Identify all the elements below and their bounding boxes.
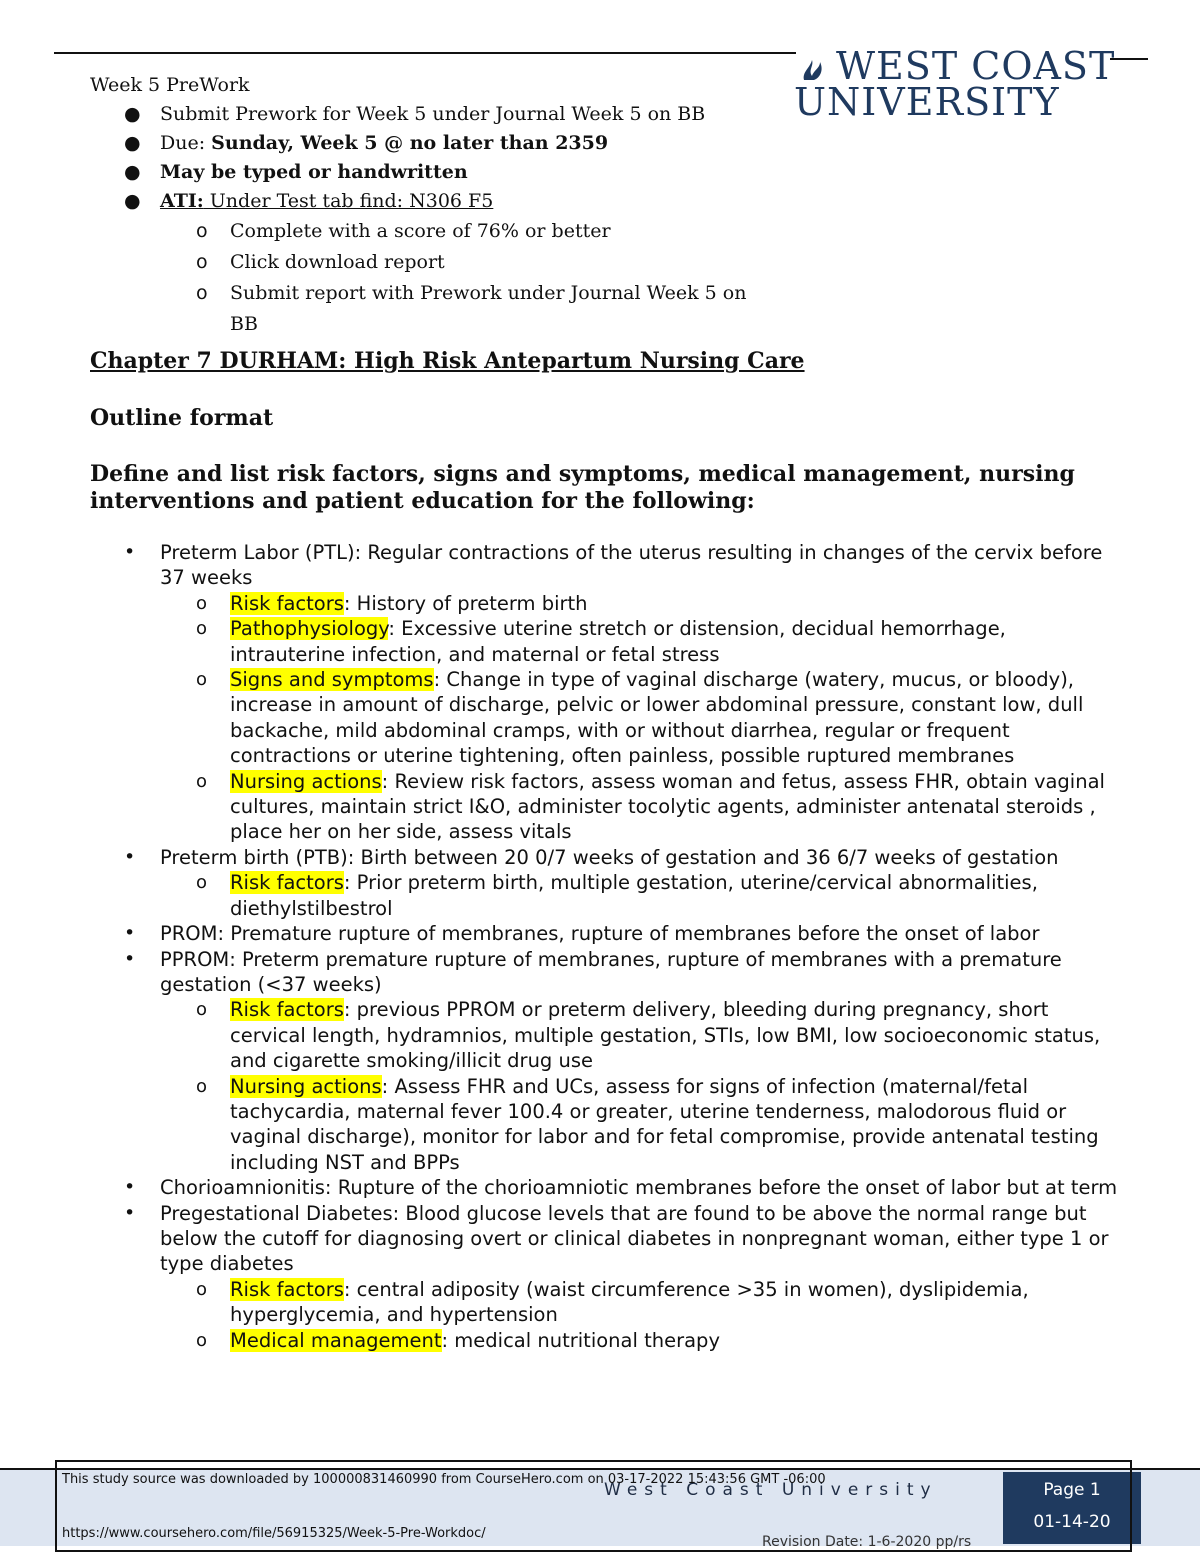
circle-bullet-icon: o	[196, 770, 208, 792]
topic-detail	[90, 1328, 1120, 1353]
circle-bullet-icon: o	[196, 1329, 208, 1351]
topic-item	[90, 947, 1120, 998]
circle-bullet-icon: o	[196, 618, 208, 640]
bullet-icon: •	[124, 922, 136, 945]
detail-text: : History of preterm birth	[343, 591, 588, 615]
detail-text: : Prior preterm birth, multiple gestation, uterine/cervical abnormalities, diethylstilbestrol	[230, 871, 1038, 920]
ati-subitem	[90, 247, 770, 278]
prework-format-note: May be typed or handwritten	[160, 161, 468, 183]
highlight-label: Risk factors	[230, 591, 344, 615]
topics-list	[90, 540, 1120, 1353]
prework-item	[90, 100, 770, 129]
topic-detail	[90, 1277, 1120, 1328]
highlight-label: Nursing actions	[230, 769, 382, 793]
topic-detail	[90, 667, 1120, 769]
topic-text: Preterm Labor (PTL): Regular contractions of the uterus resulting in changes of the cervix before 37 weeks	[160, 541, 1103, 590]
ati-instructions: Under Test tab find: N306 F5	[203, 190, 494, 212]
highlight-label: Signs and symptoms	[230, 668, 434, 692]
topic-detail	[90, 997, 1120, 1073]
circle-bullet-icon: o	[196, 669, 208, 691]
highlight-label: Medical management	[230, 1328, 442, 1352]
ati-label: ATI:	[160, 190, 204, 212]
page-date: 01-14-20	[1033, 1512, 1111, 1532]
ati-sublist	[90, 216, 770, 340]
bullet-icon: ●	[124, 190, 141, 212]
prework-section	[90, 74, 770, 340]
topic-item	[90, 1201, 1120, 1277]
detail-text: : Change in type of vaginal discharge (watery, mucus, or bloody), increase in amount of discharge, pelvic or lower abdominal pressure, constant low, dull backache, mild abdominal cramps, with or without diarrhea, regular or frequent contractions or uterine tightening, often painless, possible ruptured membranes	[230, 668, 1084, 768]
topic-item	[90, 540, 1120, 591]
circle-bullet-icon: o	[196, 1075, 208, 1097]
page-footer	[0, 1460, 1200, 1553]
highlight-label: Risk factors	[230, 871, 344, 895]
topic-text: Preterm birth (PTB): Birth between 20 0/7 weeks of gestation and 36 6/7 weeks of gestation	[160, 845, 1059, 869]
prework-list	[90, 100, 770, 340]
bullet-icon: •	[124, 1201, 136, 1224]
prework-item	[90, 129, 770, 158]
detail-text: : Assess FHR and UCs, assess for signs of infection (maternal/fetal tachycardia, maternal fever 100.4 or greater, uterine tenderness, malodorous fluid or vaginal discharge), monitor for labor and for fetal compromise, provide antenatal testing including NST and BPPs	[230, 1074, 1099, 1174]
prework-due-label: Due:	[160, 132, 212, 154]
topic-text: Chorioamnionitis: Rupture of the chorioamniotic membranes before the onset of labor but at term	[160, 1176, 1118, 1200]
circle-bullet-icon: o	[196, 872, 208, 894]
logo-text-line1: WEST COAST	[836, 44, 1116, 88]
ati-subitem-text: Click download report	[230, 251, 445, 273]
highlight-label: Pathophysiology	[230, 617, 389, 641]
prework-item	[90, 187, 770, 340]
prework-item	[90, 158, 770, 187]
bullet-icon: •	[124, 541, 136, 563]
topic-item	[90, 845, 1120, 870]
instructions-text: Define and list risk factors, signs and symptoms, medical management, nursing interventions and patient education for the following:	[90, 461, 1075, 514]
revision-date: Revision Date: 1-6-2020 pp/rs	[762, 1534, 972, 1550]
topic-detail	[90, 1074, 1120, 1176]
topic-detail	[90, 616, 1120, 667]
source-link[interactable]: https://www.coursehero.com/file/56915325/Week-5-Pre-Workdoc/	[62, 1526, 486, 1541]
ati-subitem-text: Submit report with Prework under Journal Week 5 on BB	[230, 282, 747, 335]
detail-text: : Excessive uterine stretch or distension, decidual hemorrhage, intrauterine infection, and maternal or fetal stress	[230, 617, 1006, 666]
bullet-icon: •	[124, 845, 136, 868]
download-notice: This study source was downloaded by 100000831460990 from CourseHero.com on 03-17-2022 15:43:56 GMT -06:00	[62, 1472, 826, 1487]
ati-subitem-text: Complete with a score of 76% or better	[230, 220, 611, 242]
topic-text: PROM: Premature rupture of membranes, rupture of membranes before the onset of labor	[160, 922, 1040, 946]
topic-detail	[90, 769, 1120, 845]
ati-subitem	[90, 216, 770, 247]
detail-text: : Review risk factors, assess woman and fetus, assess FHR, obtain vaginal cultures, maintain strict I&O, administer tocolytic agents, administer antenatal steroids , place her on her side, assess vitals	[230, 769, 1105, 844]
topic-item	[90, 921, 1120, 946]
highlight-label: Nursing actions	[230, 1074, 382, 1098]
detail-text: : previous PPROM or preterm delivery, bleeding during pregnancy, short cervical length, hydramnios, multiple gestation, STIs, low BMI, low socioeconomic status, and cigarette smoking/illicit drug use	[230, 998, 1101, 1073]
logo-text-line2: UNIVERSITY	[794, 80, 1060, 124]
prework-due-value: Sunday, Week 5 @ no later than 2359	[211, 132, 609, 154]
ati-subitem	[90, 278, 770, 340]
circle-bullet-icon: o	[196, 282, 208, 304]
footer-brand: West Coast University	[604, 1480, 938, 1500]
topic-text: Pregestational Diabetes: Blood glucose levels that are found to be above the normal range but below the cutoff for diagnosing overt or clinical diabetes in nonpregnant woman, either type 1 or type diabetes	[160, 1201, 1109, 1276]
bullet-icon: ●	[124, 103, 141, 125]
detail-text: : medical nutritional therapy	[441, 1328, 720, 1352]
circle-bullet-icon: o	[196, 220, 208, 242]
bullet-icon: ●	[124, 132, 141, 154]
bullet-icon: •	[124, 1176, 136, 1199]
circle-bullet-icon: o	[196, 251, 208, 273]
topic-item	[90, 1175, 1120, 1200]
circle-bullet-icon: o	[196, 1278, 208, 1300]
chapter-title: Chapter 7 DURHAM: High Risk Antepartum Nursing Care	[90, 348, 805, 374]
highlight-label: Risk factors	[230, 1277, 344, 1301]
circle-bullet-icon: o	[196, 592, 208, 614]
topic-text: PPROM: Preterm premature rupture of membranes, rupture of membranes with a premature gestation (<37 weeks)	[160, 947, 1062, 996]
header-rule	[54, 52, 796, 54]
circle-bullet-icon: o	[196, 999, 208, 1021]
topic-detail	[90, 591, 1120, 616]
highlight-label: Risk factors	[230, 998, 344, 1022]
bullet-icon: ●	[124, 161, 141, 183]
outline-title: Outline format	[90, 405, 274, 431]
prework-title: Week 5 PreWork	[90, 74, 250, 96]
page-number: Page 1	[1043, 1480, 1101, 1500]
prework-item-text: Submit Prework for Week 5 under Journal Week 5 on BB	[160, 103, 706, 125]
detail-text: : central adiposity (waist circumference >35 in women), dyslipidemia, hyperglycemia, and hypertension	[230, 1277, 1029, 1327]
bullet-icon: •	[124, 947, 136, 970]
university-logo	[794, 44, 1124, 124]
topic-detail	[90, 870, 1120, 921]
